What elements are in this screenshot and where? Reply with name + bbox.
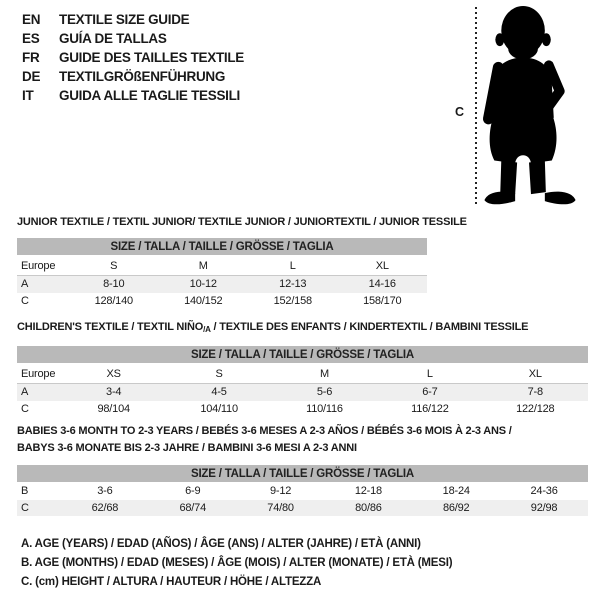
babies-row-height [17, 500, 588, 517]
junior-section-title: JUNIOR TEXTILE / TEXTIL JUNIOR/ TEXTILE JUNIOR / JUNIORTEXTIL / JUNIOR TESSILE [17, 216, 467, 228]
children-size-bar [17, 346, 588, 364]
cell: 7-8 [483, 384, 588, 401]
babies-row-months [17, 483, 588, 500]
babies-size-table [17, 465, 588, 516]
language-row-de [22, 68, 244, 87]
cell: 12-18 [354, 485, 382, 498]
height-measure-label: C [455, 105, 465, 119]
size-bar-label: SIZE / TALLA / TAILLE / GRÖSSE / TAGLIA [17, 465, 588, 483]
height-dotted-line [475, 7, 477, 207]
cell: 98/104 [97, 402, 130, 415]
cell: 9-12 [269, 485, 292, 498]
row-label: C [21, 294, 29, 307]
size-col-l: L [377, 364, 482, 384]
guide-title-en: TEXTILE SIZE GUIDE [59, 12, 190, 27]
junior-row-age [17, 276, 427, 293]
children-size-table [17, 346, 588, 417]
children-row-age [17, 384, 588, 401]
cell: 6-7 [377, 384, 482, 401]
language-code: FR [22, 49, 40, 65]
cell: 158/170 [363, 294, 402, 307]
region-label: Europe [17, 256, 69, 276]
language-row-en [22, 11, 244, 30]
children-title-sub: /A [203, 325, 211, 334]
cell: 5-6 [272, 384, 377, 401]
size-col-xl: XL [483, 364, 588, 384]
size-col-xl: XL [338, 256, 428, 276]
cell: 4-5 [166, 384, 271, 401]
cell: 104/110 [200, 402, 238, 415]
row-label: C [17, 500, 61, 517]
footnote-b: B. AGE (MONTHS) / EDAD (MESES) / ÂGE (MOIS) / ALTER (MONATE) / ETÀ (MESI) [21, 556, 453, 569]
babies-title-line2: BABYS 3-6 MONATE BIS 2-3 JAHRE / BAMBINI 3-6 MESI A 2-3 ANNI [17, 441, 357, 454]
cell: 86/92 [412, 500, 500, 517]
children-title-pre: CHILDREN'S TEXTILE / TEXTIL NIÑO [17, 321, 204, 333]
size-col-s: S [69, 256, 159, 276]
cell: 122/128 [516, 402, 555, 415]
junior-size-table [17, 238, 427, 309]
children-section-title [17, 321, 528, 336]
guide-title-es: GUÍA DE TALLAS [59, 30, 167, 46]
cell: 116/122 [411, 402, 449, 415]
guide-title-fr: GUIDE DES TAILLES TEXTILE [59, 49, 245, 65]
babies-size-bar [17, 465, 588, 483]
cell: 6-9 [185, 485, 201, 498]
row-label: A [17, 384, 61, 401]
cell: 24-36 [530, 485, 558, 498]
cell: 140/152 [184, 294, 223, 307]
footnote-c: C. (cm) HEIGHT / ALTURA / HAUTEUR / HÖHE / ALTEZZA [21, 575, 322, 588]
size-col-m: M [272, 364, 377, 384]
cell: 92/98 [500, 500, 588, 517]
cell: 3-4 [61, 384, 166, 401]
region-label: Europe [17, 364, 61, 384]
junior-row-height [17, 293, 427, 310]
cell: 12-13 [248, 276, 338, 293]
cell: 152/158 [273, 294, 312, 307]
guide-title-de: TEXTILGRÖßENFÜHRUNG [59, 68, 226, 84]
language-title-list [22, 11, 244, 106]
size-bar-label: SIZE / TALLA / TAILLE / GRÖSSE / TAGLIA [17, 346, 588, 364]
cell: 62/68 [61, 500, 149, 517]
children-row-height [17, 401, 588, 418]
footnote-a: A. AGE (YEARS) / EDAD (AÑOS) / ÂGE (ANS) / ALTER (JAHRE) / ETÀ (ANNI) [21, 538, 421, 550]
cell: 10-12 [159, 276, 249, 293]
children-column-header-row [17, 364, 588, 384]
cell: 80/86 [324, 500, 412, 517]
junior-column-header-row [17, 256, 427, 276]
language-code: DE [22, 68, 41, 84]
baby-silhouette-icon [482, 4, 578, 208]
babies-section-title [17, 423, 577, 456]
row-label: A [17, 276, 69, 293]
language-row-es [22, 30, 244, 49]
size-bar-label: SIZE / TALLA / TAILLE / GRÖSSE / TAGLIA [17, 238, 427, 256]
cell: 18-24 [442, 485, 470, 498]
size-col-l: L [248, 256, 338, 276]
babies-title-line1: BABIES 3-6 MONTH TO 2-3 YEARS / BEBÉS 3-6 MESES A 2-3 AÑOS / BÉBÉS 3-6 MOIS À 2-3 ANS / [17, 425, 512, 437]
language-row-fr [22, 49, 244, 68]
language-code: EN [22, 12, 41, 27]
footnote-list [21, 535, 452, 591]
children-title-post: / TEXTILE DES ENFANTS / KINDERTEXTIL / BAMBINI TESSILE [210, 321, 529, 333]
language-row-it [22, 87, 244, 106]
cell: 68/74 [149, 500, 237, 517]
row-label: C [21, 402, 29, 415]
junior-size-bar [17, 238, 427, 256]
size-col-xs: XS [61, 364, 166, 384]
size-col-s: S [166, 364, 271, 384]
language-code: IT [22, 87, 34, 103]
language-code: ES [22, 30, 40, 46]
guide-title-it: GUIDA ALLE TAGLIE TESSILI [59, 87, 240, 103]
cell: 3-6 [97, 485, 113, 498]
cell: 74/80 [237, 500, 325, 517]
row-label: B [21, 485, 29, 498]
cell: 110/116 [306, 402, 343, 415]
cell: 128/140 [94, 294, 133, 307]
cell: 14-16 [338, 276, 428, 293]
cell: 8-10 [69, 276, 159, 293]
size-col-m: M [159, 256, 249, 276]
